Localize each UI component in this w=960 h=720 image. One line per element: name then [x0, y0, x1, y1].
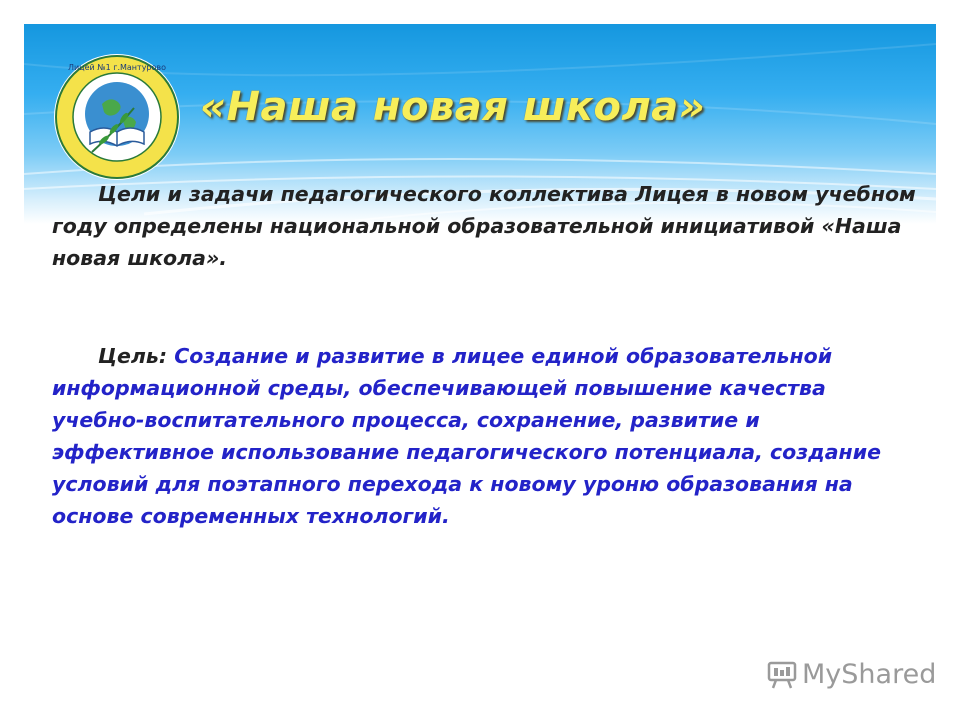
school-logo	[52, 52, 182, 182]
goal-paragraph	[52, 340, 922, 532]
watermark-text: MyShared	[802, 658, 937, 690]
intro-paragraph	[52, 178, 922, 274]
goal-text: Создание и развитие в лицее единой образовательной информационной среды, обеспечивающей повышение качества учебно-воспитательного процесса, сохранение, развитие и эффективное использование педагогического потенциала, создание условий для поэтапного перехода к новому уроню образования на основе современных технологий.	[52, 344, 881, 528]
goal-label: Цель:	[98, 344, 168, 368]
presentation-board-icon	[766, 658, 798, 690]
logo-arc-text: Лицей №1 г.Мантурово	[67, 63, 167, 72]
intro-text: Цели и задачи педагогического коллектива Лицея в новом учебном году определены национальной образовательной инициативой «Наша новая школа».	[52, 182, 916, 270]
slide-title: «Наша новая школа»	[200, 84, 706, 130]
myshared-watermark	[766, 656, 936, 692]
